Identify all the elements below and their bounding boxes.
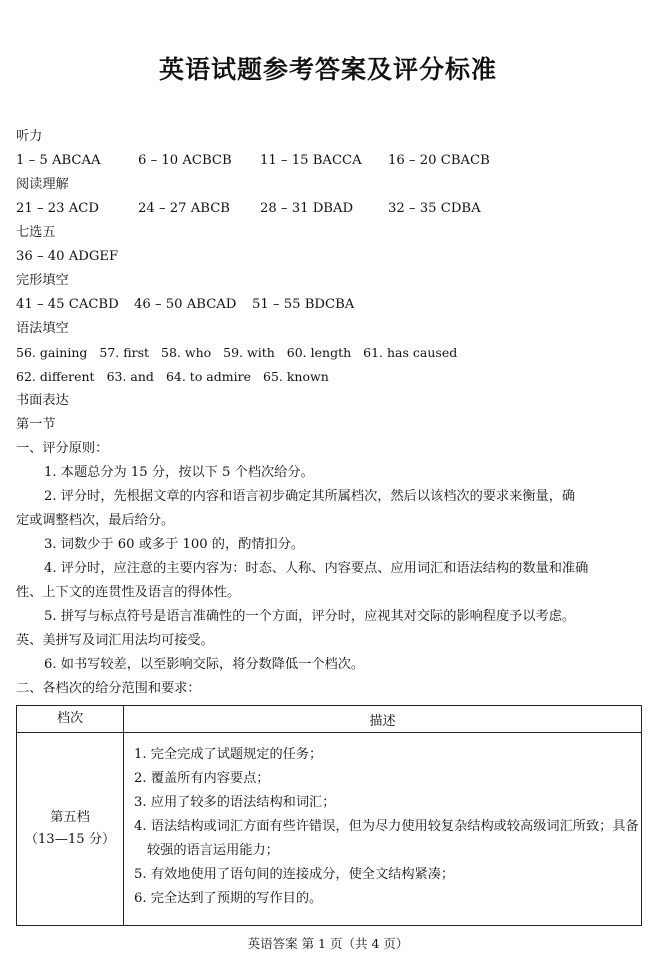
level-range: （13—15 分） xyxy=(24,832,116,847)
scoring-levels-table xyxy=(16,705,642,926)
requirement-list xyxy=(134,743,641,911)
scoring-rule: 6. 如书写较差，以至影响交际，将分数降低一个档次。 xyxy=(44,657,365,672)
section-heading-reading: 阅读理解 xyxy=(16,177,69,192)
grammar-answer: 60. length xyxy=(286,345,352,360)
level-cell xyxy=(17,733,124,926)
answer-group: 41 – 45 CACBD xyxy=(16,297,119,312)
answer-group: 46 – 50 ABCAD xyxy=(134,297,237,312)
table-header-level: 档次 xyxy=(17,706,124,733)
grammar-answer: 62. different xyxy=(16,369,95,384)
scoring-rule-continued: 性、上下文的连贯性及语言的得体性。 xyxy=(16,585,241,600)
grammar-answers-line-2 xyxy=(16,368,329,386)
scoring-rule: 3. 词数少于 60 或多于 100 的，酌情扣分。 xyxy=(44,537,305,552)
scoring-rule-continued: 英、美拼写及词汇用法均可接受。 xyxy=(16,633,214,648)
scoring-rule-continued: 定或调整档次，最后给分。 xyxy=(16,513,175,528)
answer-group: 1 – 5 ABCAA xyxy=(16,153,101,168)
description-cell xyxy=(124,733,642,926)
grammar-answer: 56. gaining xyxy=(16,345,88,360)
grammar-answer: 58. who xyxy=(161,345,212,360)
seven-five-answers xyxy=(16,248,118,266)
scoring-rule: 4. 评分时，应注意的主要内容为：时态、人称、内容要点、应用词汇和语法结构的数量和准确 xyxy=(44,561,589,576)
answer-group: 36 – 40 ADGEF xyxy=(16,249,119,264)
table-header-row xyxy=(17,706,642,733)
answer-group: 16 – 20 CBACB xyxy=(388,153,490,168)
answer-group: 6 – 10 ACBCB xyxy=(138,153,232,168)
grammar-answers-line-1 xyxy=(16,344,457,362)
grammar-answer: 57. first xyxy=(99,345,150,360)
scoring-rule: 2. 评分时，先根据文章的内容和语言初步确定其所属档次，然后以该档次的要求来衡量，确 xyxy=(44,489,576,504)
table-header-description: 描述 xyxy=(124,706,642,733)
section-heading-seven-five: 七选五 xyxy=(16,225,56,240)
grammar-answer: 65. known xyxy=(263,369,329,384)
section-heading-listening: 听力 xyxy=(16,129,43,144)
levels-heading: 二、各档次的给分范围和要求： xyxy=(16,681,201,696)
reading-answers xyxy=(16,200,481,218)
page-footer: 英语答案 第 1 页（共 4 页） xyxy=(247,936,409,951)
grammar-answer: 63. and xyxy=(106,369,154,384)
principles-heading: 一、评分原则： xyxy=(16,441,109,456)
requirement-item: 3. 应用了较多的语法结构和词汇； xyxy=(134,795,336,810)
table-row xyxy=(17,733,642,926)
level-name: 第五档 xyxy=(50,810,90,825)
grammar-answer: 64. to admire xyxy=(165,369,251,384)
answer-group: 51 – 55 BDCBA xyxy=(252,297,355,312)
requirement-item: 6. 完全达到了预期的写作目的。 xyxy=(134,891,323,906)
requirement-item: 5. 有效地使用了语句间的连接成分，使全文结构紧凑； xyxy=(134,867,455,882)
requirement-item: 2. 覆盖所有内容要点； xyxy=(134,771,270,786)
answer-group: 28 – 31 DBAD xyxy=(260,201,354,216)
answer-group: 32 – 35 CDBA xyxy=(388,201,481,216)
section-heading-writing: 书面表达 xyxy=(16,393,69,408)
grammar-answer: 59. with xyxy=(223,345,275,360)
answer-group: 21 – 23 ACD xyxy=(16,201,99,216)
grammar-answer: 61. has caused xyxy=(363,345,458,360)
section-heading-grammar: 语法填空 xyxy=(16,321,69,336)
section-heading-cloze: 完形填空 xyxy=(16,273,69,288)
answer-group: 11 – 15 BACCA xyxy=(260,153,362,168)
scoring-rule: 1. 本题总分为 15 分，按以下 5 个档次给分。 xyxy=(44,465,314,480)
answer-group: 24 – 27 ABCB xyxy=(138,201,230,216)
cloze-answers xyxy=(16,296,378,314)
requirement-item: 4. 语法结构或词汇方面有些许错误，但为尽力使用较复杂结构或较高级词汇所致；具备较强的语言运用能力； xyxy=(134,819,639,858)
listening-answers xyxy=(16,152,490,170)
page-title: 英语试题参考答案及评分标准 xyxy=(158,55,497,84)
requirement-item: 1. 完全完成了试题规定的任务； xyxy=(134,747,323,762)
scoring-rule: 5. 拼写与标点符号是语言准确性的一个方面，评分时，应视其对交际的影响程度予以考虑。 xyxy=(44,609,576,624)
writing-section-label: 第一节 xyxy=(16,417,56,432)
